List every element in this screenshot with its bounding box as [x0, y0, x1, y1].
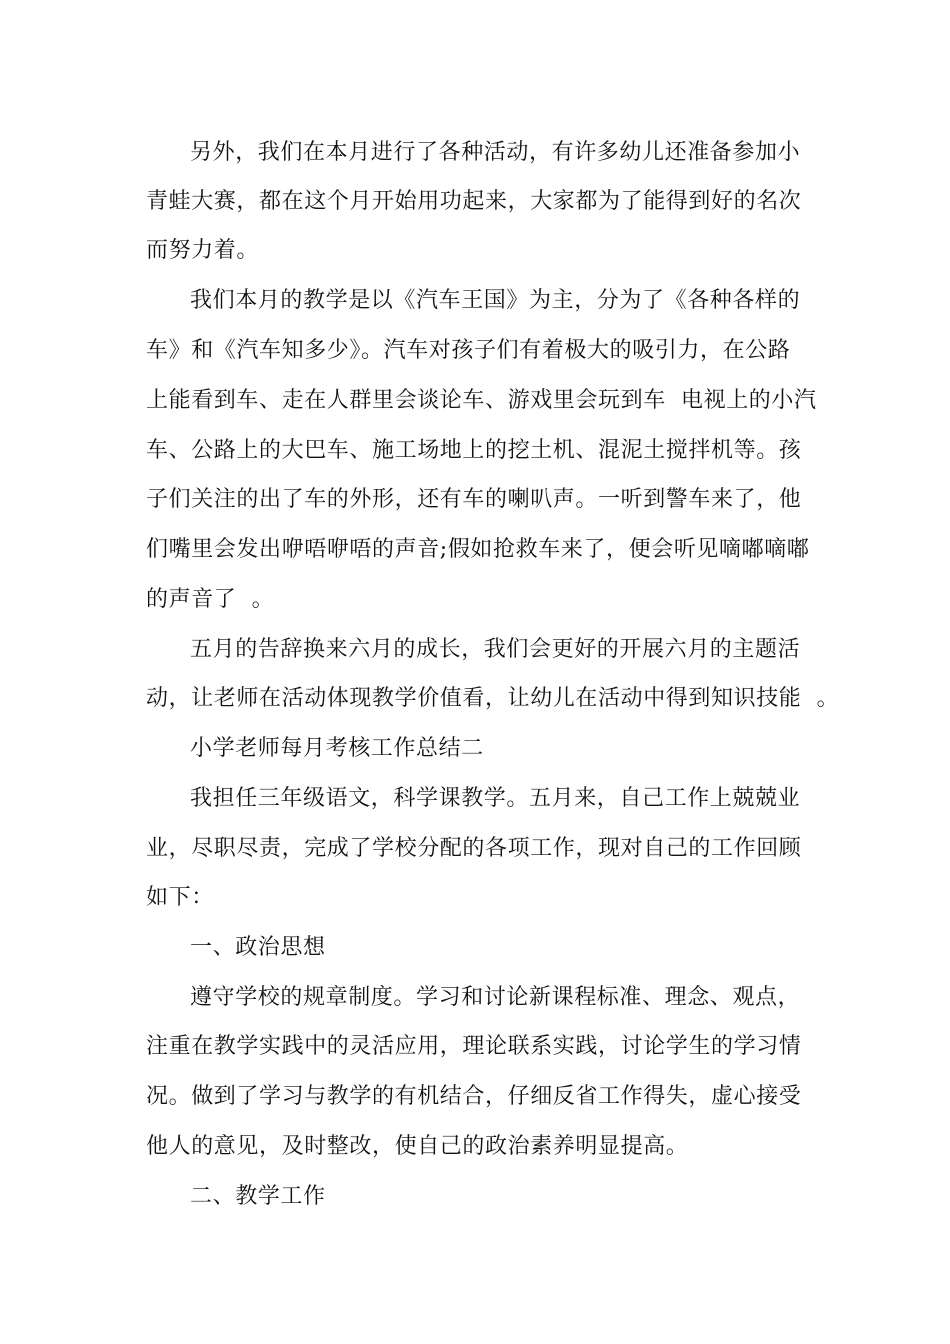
- paragraph-line: 青蛙大赛，都在这个月开始用功起来，大家都为了能得到好的名次: [146, 189, 802, 214]
- paragraph-line: 五月的告辞换来六月的成长，我们会更好的开展六月的主题活: [190, 637, 801, 662]
- paragraph-line: 遵守学校的规章制度。学习和讨论新课程标准、理念、观点，: [190, 985, 801, 1010]
- paragraph-line: 动，让老师在活动体现教学价值看，让幼儿在活动中得到知识技能 。: [146, 686, 840, 711]
- paragraph-line: 另外，我们在本月进行了各种活动，有许多幼儿还准备参加小: [190, 140, 801, 165]
- paragraph-line: 子们关注的出了车的外形，还有车的喇叭声。一听到警车来了，他: [146, 487, 802, 512]
- paragraph-line: 我担任三年级语文，科学课教学。五月来，自己工作上兢兢业: [190, 786, 801, 811]
- paragraph-line: 况。做到了学习与教学的有机结合，仔细反省工作得失，虚心接受: [146, 1084, 802, 1109]
- paragraph-line: 们嘴里会发出咿唔咿唔的声音;假如抢救车来了，便会听见嘀嘟嘀嘟: [146, 537, 810, 562]
- paragraph-line: 业，尽职尽责，完成了学校分配的各项工作，现对自己的工作回顾: [146, 836, 802, 861]
- paragraph-line: 他人的意见，及时整改，使自己的政治素养明显提高。: [146, 1134, 689, 1159]
- paragraph-line: 上能看到车、走在人群里会谈论车、游戏里会玩到车 电视上的小汽: [146, 388, 817, 413]
- paragraph-line: 如下：: [146, 885, 214, 910]
- paragraph-line: 我们本月的教学是以《汽车王国》为主，分为了《各种各样的: [190, 288, 801, 313]
- paragraph-line: 车、公路上的大巴车、施工场地上的挖土机、混泥土搅拌机等。孩: [146, 438, 802, 463]
- section-heading: 一、政治思想: [190, 935, 326, 960]
- paragraph-line: 车》和《汽车知多少》。汽车对孩子们有着极大的吸引力，在公路: [146, 338, 791, 363]
- paragraph-line: 而努力着。: [146, 238, 260, 263]
- section-title: 小学老师每月考核工作总结二: [190, 736, 484, 761]
- section-heading: 二、教学工作: [190, 1184, 326, 1209]
- paragraph-line: 的声音了 。: [146, 587, 275, 612]
- paragraph-line: 注重在教学实践中的灵活应用，理论联系实践，讨论学生的学习情: [146, 1034, 802, 1059]
